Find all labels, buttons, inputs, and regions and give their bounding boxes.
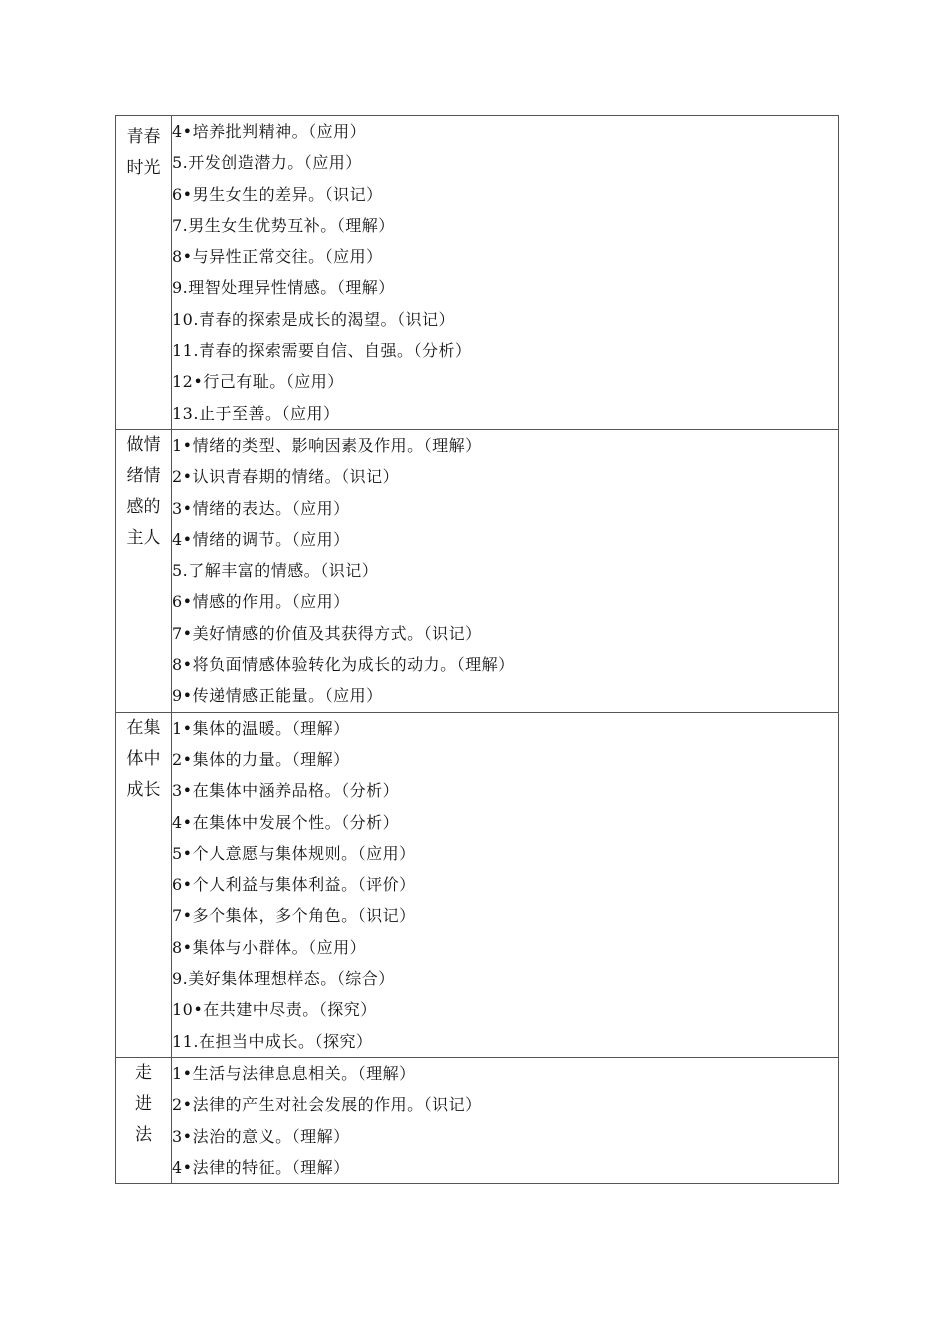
list-item: 4•培养批判精神。（应用）	[172, 122, 367, 141]
list-item: 1•情绪的类型、影响因素及作用。（理解）	[172, 435, 482, 455]
list-item: 4•情绪的调节。（应用）	[172, 529, 350, 549]
list-item: 2•认识青春期的情绪。（识记）	[172, 467, 400, 487]
list-item: 3•在集体中涵养品格。（分析）	[172, 781, 400, 801]
list-item: 4•在集体中发展个性。（分析）	[172, 812, 400, 832]
list-item: 7.男生女生优势互补。（理解）	[172, 215, 395, 235]
list-item: 1•集体的温暖。（理解）	[172, 718, 350, 738]
list-item: 11.青春的探索需要自信、自强。（分析）	[172, 341, 472, 361]
list-item: 3•法治的意义。（理解）	[172, 1126, 350, 1146]
unit-name: 在集体中成长	[126, 717, 161, 800]
item-list	[172, 713, 838, 1057]
list-item: 9.理智处理异性情感。（理解）	[172, 278, 395, 298]
unit-name: 做情绪情感的主人	[126, 434, 161, 548]
unit-name-cell	[116, 116, 172, 430]
list-item: 8•集体与小群体。（应用）	[172, 937, 367, 957]
list-item: 10•在共建中尽责。（探究）	[172, 1000, 377, 1020]
list-item: 5•个人意愿与集体规则。（应用）	[172, 843, 416, 863]
unit-row	[116, 116, 839, 430]
list-item: 13.止于至善。（应用）	[172, 403, 340, 423]
unit-name: 走进法	[135, 1062, 152, 1145]
unit-row	[116, 712, 839, 1057]
list-item: 8•与异性正常交往。（应用）	[172, 247, 383, 267]
list-item: 6•个人利益与集体利益。（评价）	[172, 875, 416, 895]
list-item: 11.在担当中成长。（探究）	[172, 1031, 373, 1051]
list-item: 1•生活与法律息息相关。（理解）	[172, 1063, 416, 1083]
list-item: 3•情绪的表达。（应用）	[172, 498, 350, 518]
list-item: 4•法律的特征。（理解）	[172, 1157, 350, 1177]
list-item: 6•情感的作用。（应用）	[172, 592, 350, 612]
items-cell	[172, 429, 839, 712]
list-item: 2•集体的力量。（理解）	[172, 749, 350, 769]
list-item: 8•将负面情感体验转化为成长的动力。（理解）	[172, 655, 515, 675]
list-item: 9.美好集体理想样态。（综合）	[172, 969, 395, 989]
items-cell	[172, 712, 839, 1057]
item-list	[172, 1058, 838, 1183]
list-item: 7•美好情感的价值及其获得方式。（识记）	[172, 623, 482, 643]
list-item: 5.开发创造潜力。（应用）	[172, 153, 362, 173]
items-cell	[172, 116, 839, 430]
list-item: 10.青春的探索是成长的渴望。（识记）	[172, 309, 455, 329]
unit-name-cell	[116, 429, 172, 712]
unit-name-cell	[116, 712, 172, 1057]
list-item: 9•传递情感正能量。（应用）	[172, 686, 383, 706]
list-item: 2•法律的产生对社会发展的作用。（识记）	[172, 1095, 482, 1115]
list-item: 7•多个集体，多个角色。（识记）	[172, 906, 416, 926]
list-item: 5.了解丰富的情感。（识记）	[172, 561, 379, 581]
unit-row	[116, 1057, 839, 1183]
list-item: 12•行己有耻。（应用）	[172, 372, 344, 392]
syllabus-table	[115, 115, 839, 1184]
unit-name: 青春时光	[126, 127, 161, 178]
item-list	[172, 430, 838, 712]
items-cell	[172, 1057, 839, 1183]
list-item: 6•男生女生的差异。（识记）	[172, 184, 383, 204]
item-list	[172, 116, 838, 429]
unit-row	[116, 429, 839, 712]
unit-name-cell	[116, 1057, 172, 1183]
